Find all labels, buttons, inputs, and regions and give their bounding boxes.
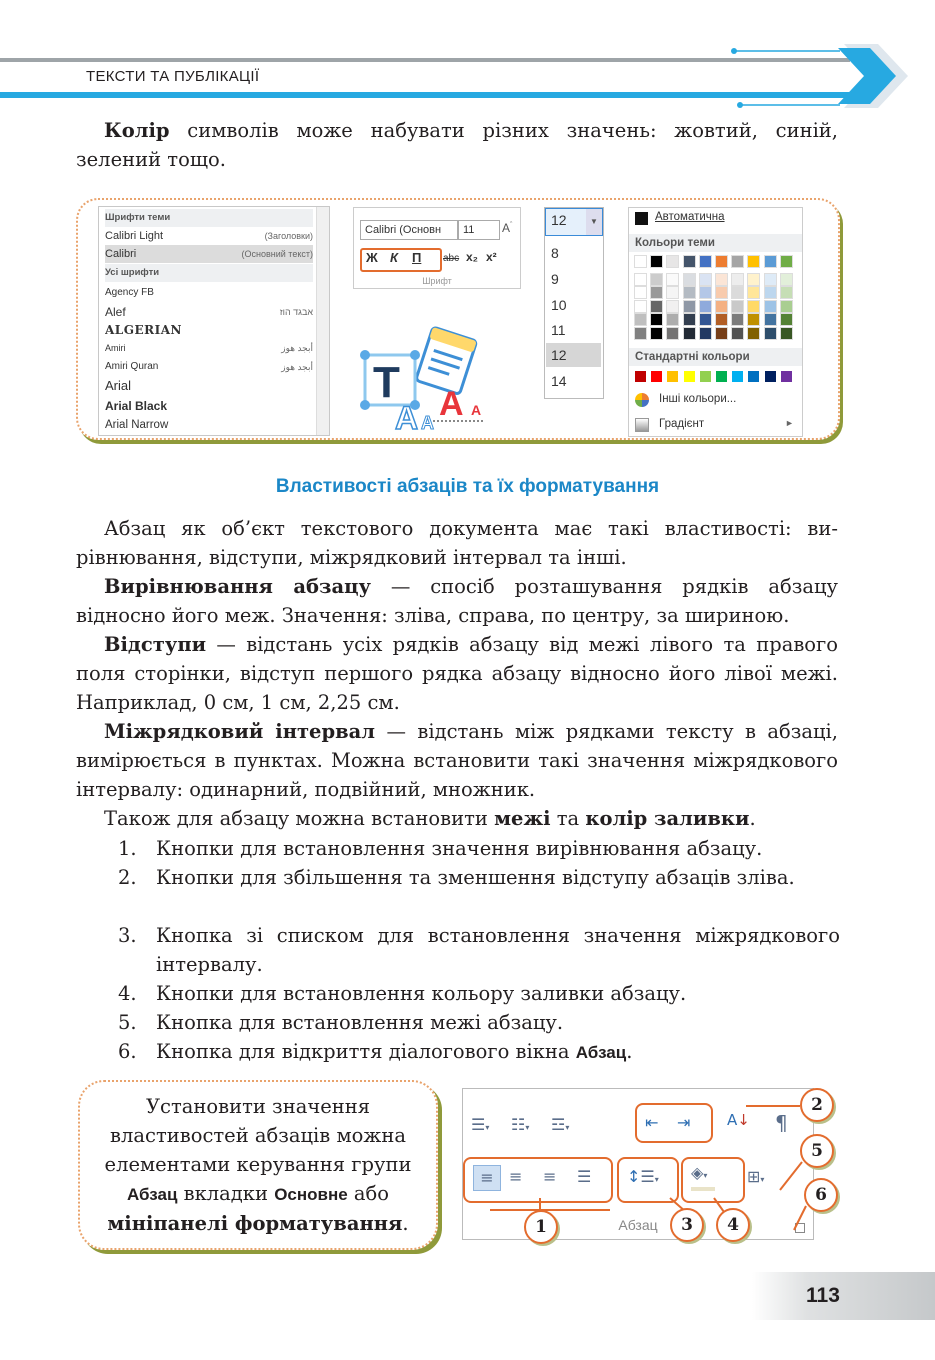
color-swatch[interactable] <box>635 301 646 312</box>
color-swatch[interactable] <box>781 256 792 267</box>
paragraph-5: Також для абзацу можна встановити межі та колір заливки. <box>104 807 756 830</box>
decrease-indent-button[interactable]: ⇤ <box>645 1113 659 1132</box>
svg-text:A: A <box>421 413 434 433</box>
color-swatch[interactable] <box>748 314 759 325</box>
color-swatch[interactable] <box>684 274 695 285</box>
color-swatch[interactable] <box>700 371 711 382</box>
color-swatch[interactable] <box>765 328 776 339</box>
color-swatch[interactable] <box>765 256 776 267</box>
color-swatch[interactable] <box>667 314 678 325</box>
color-swatch[interactable] <box>732 287 743 298</box>
color-swatch[interactable] <box>781 371 792 382</box>
color-swatch[interactable] <box>732 314 743 325</box>
page-number-bar <box>752 1272 935 1320</box>
standard-colors-heading: Стандартні кольори <box>629 348 802 366</box>
list-item[interactable]: ALGERIAN <box>105 323 183 337</box>
italic-button[interactable]: К <box>390 250 398 265</box>
section-heading: Властивості абзаців та їх форматування <box>275 476 660 497</box>
color-swatch[interactable] <box>700 287 711 298</box>
list-item[interactable]: Amiri أبجد هوز <box>105 343 313 353</box>
sort-button[interactable]: A↓ <box>727 1111 750 1129</box>
list-item[interactable]: Agency FB <box>105 287 154 298</box>
callout-badge-4: 4 <box>716 1208 750 1242</box>
list-item[interactable]: 11 <box>551 322 566 338</box>
header-chevron-icon <box>838 42 910 114</box>
more-colors-option[interactable]: Інші кольори... <box>659 393 737 405</box>
color-swatch[interactable] <box>748 301 759 312</box>
grow-font-icon[interactable]: $A^ˆ$ <box>502 221 513 235</box>
intro-bold: Колір <box>104 119 170 142</box>
list-item: 6. Кнопка для відкриття діалогового вікна Абзац. <box>118 1040 633 1063</box>
superscript-button[interactable]: x² <box>486 250 497 264</box>
paragraph-1: Абзац як об’єкт текстового документа має такі властивості: вирівнювання, відступи, міжрядковий інтервал та інші. <box>76 517 838 569</box>
font-list[interactable] <box>98 206 330 436</box>
auto-color-swatch[interactable] <box>635 212 648 225</box>
chevron-down-icon[interactable]: ▼ <box>586 209 602 235</box>
list-item[interactable]: Alef אבגד הוז <box>105 305 313 319</box>
color-swatch[interactable] <box>651 256 662 267</box>
color-swatch[interactable] <box>667 256 678 267</box>
page-number: 113 <box>806 1284 840 1307</box>
color-swatch[interactable] <box>716 301 727 312</box>
color-swatch[interactable] <box>635 274 646 285</box>
color-swatch[interactable] <box>748 371 759 382</box>
list-item: 2. Кнопки для збільшення та зменшення відступу абзаців зліва. <box>118 866 795 889</box>
callout-badge-6: 6 <box>804 1178 838 1212</box>
borders-button[interactable]: ⊞▾ <box>747 1167 765 1186</box>
color-swatch[interactable] <box>667 328 678 339</box>
font-name-combo[interactable]: Calibri (Основн <box>360 220 458 240</box>
color-swatch[interactable] <box>748 256 759 267</box>
line-spacing-button[interactable]: ↕☰▾ <box>627 1167 659 1186</box>
chevron-right-icon: ► <box>785 418 794 428</box>
color-swatch[interactable] <box>748 328 759 339</box>
increase-indent-button[interactable]: ⇥ <box>677 1113 691 1132</box>
color-swatch[interactable] <box>732 274 743 285</box>
subscript-button[interactable]: x₂ <box>466 250 479 264</box>
tip-callout <box>78 1080 438 1250</box>
color-swatch[interactable] <box>716 328 727 339</box>
color-swatch[interactable] <box>716 256 727 267</box>
gradient-option[interactable]: Градієнт <box>659 418 705 430</box>
list-item[interactable]: Calibri (Основний текст) <box>105 245 313 263</box>
font-size-list[interactable] <box>544 207 604 399</box>
color-swatch[interactable] <box>700 314 711 325</box>
color-swatch[interactable] <box>700 274 711 285</box>
color-swatch[interactable] <box>684 287 695 298</box>
align-right-button[interactable]: ≡ <box>543 1167 557 1186</box>
list-item[interactable]: Arial <box>105 378 132 393</box>
list-item[interactable]: Arial Black <box>105 399 168 413</box>
list-item[interactable]: 14 <box>551 373 567 389</box>
strikethrough-button[interactable]: abc <box>443 253 460 264</box>
callout-badge-3: 3 <box>670 1208 704 1242</box>
color-swatch[interactable] <box>651 328 662 339</box>
intro-text: символів може набувати різних значень: жовтий, синій, зелений тощо. <box>76 119 838 171</box>
tip-text: Установити значення властивостей абзаців можна елементами керування групи Абзац вкладки Основне або мініпанелі форматування. <box>104 1095 412 1235</box>
paragraph-4: Міжрядковий інтервал — відстань між рядками тексту в абзаці, вимірюється в пунктах. Можна встановити такі значення міжрядкового інтервалу: одинарний, подвійний, множник. <box>76 720 838 801</box>
color-swatch[interactable] <box>651 371 662 382</box>
color-wheel-icon <box>635 393 649 410</box>
list-item: 5. Кнопка для встановлення межі абзацу. <box>118 1011 564 1034</box>
callout-badge-5: 5 <box>800 1134 834 1168</box>
color-swatch[interactable] <box>667 301 678 312</box>
list-item: 4. Кнопки для встановлення кольору заливки абзацу. <box>118 982 687 1005</box>
header-rule-bottom <box>0 92 850 98</box>
svg-text:A: A <box>471 402 482 418</box>
font-group-label: Шрифт <box>422 276 452 286</box>
text-formatting-icon <box>355 323 505 437</box>
color-swatch[interactable] <box>700 301 711 312</box>
theme-colors-heading: Кольори теми <box>629 234 802 252</box>
color-swatch[interactable] <box>635 314 646 325</box>
body-text <box>76 514 838 833</box>
color-swatch[interactable] <box>781 274 792 285</box>
color-swatch[interactable] <box>781 301 792 312</box>
color-picker-panel <box>628 207 803 437</box>
color-swatch[interactable] <box>700 256 711 267</box>
svg-text:T: T <box>373 358 400 407</box>
paragraph-3: Відступи — відстань усіх рядків абзацу від межі лівого та правого поля сторінки, відступ першого рядка абзацу відносно його лівої межі. Наприклад, 0 см, 1 см, 2,25 см. <box>76 633 838 714</box>
color-swatch[interactable] <box>716 314 727 325</box>
gradient-icon <box>635 418 649 432</box>
color-swatch[interactable] <box>781 287 792 298</box>
list-item[interactable]: 10 <box>551 297 567 313</box>
svg-text:A: A <box>439 385 464 423</box>
underline-button[interactable]: П <box>412 250 422 265</box>
color-swatch[interactable] <box>635 371 646 382</box>
justify-button[interactable]: ☰ <box>577 1167 592 1186</box>
list-item: Усі шрифти <box>105 264 313 282</box>
section-title: ТЕКСТИ ТА ПУБЛІКАЦІЇ <box>86 68 260 85</box>
callout-badge-2: 2 <box>800 1088 834 1122</box>
intro-paragraph <box>76 116 838 174</box>
font-list-scrollbar[interactable] <box>316 207 329 435</box>
color-swatch[interactable] <box>748 287 759 298</box>
color-swatch[interactable] <box>651 314 662 325</box>
color-swatch[interactable] <box>781 314 792 325</box>
color-swatch[interactable] <box>700 328 711 339</box>
color-swatch[interactable] <box>732 301 743 312</box>
list-item[interactable]: 12 <box>551 347 567 363</box>
color-swatch[interactable] <box>667 287 678 298</box>
auto-color-option[interactable]: Автоматична <box>655 211 725 223</box>
svg-text:A: A <box>395 400 419 433</box>
header-rule-top <box>0 58 850 62</box>
list-item[interactable]: Calibri Light (Заголовки) <box>105 230 313 242</box>
color-swatch[interactable] <box>732 371 743 382</box>
list-item[interactable]: Amiri Quran أبجد هوز <box>105 361 313 372</box>
color-swatch[interactable] <box>748 274 759 285</box>
align-left-button[interactable]: ≡ <box>473 1165 501 1191</box>
color-swatch[interactable] <box>684 256 695 267</box>
color-swatch[interactable] <box>651 287 662 298</box>
color-swatch[interactable] <box>716 287 727 298</box>
color-swatch[interactable] <box>765 287 776 298</box>
color-swatch[interactable] <box>765 371 776 382</box>
list-item: 1. Кнопки для встановлення значення вирівнювання абзацу. <box>118 837 763 860</box>
color-swatch[interactable] <box>732 256 743 267</box>
numbering-button[interactable]: ☷▾ <box>511 1115 530 1134</box>
color-swatch[interactable] <box>684 328 695 339</box>
callout-badge-1: 1 <box>524 1210 558 1244</box>
show-marks-button[interactable]: ¶ <box>775 1111 788 1135</box>
shading-button[interactable]: ◈▾ <box>691 1163 708 1182</box>
list-item[interactable]: 8 <box>551 245 559 261</box>
color-swatch[interactable] <box>716 371 727 382</box>
paragraph-2: Вирівнювання абзацу — спосіб розташування рядків абзацу відносно його меж. Значення: зліва, справа, по центру, за шириною. <box>76 575 839 627</box>
color-swatch[interactable] <box>635 287 646 298</box>
color-swatch[interactable] <box>635 256 646 267</box>
color-swatch[interactable] <box>635 328 646 339</box>
color-swatch[interactable] <box>651 274 662 285</box>
list-item: 3. Кнопка зі списком для встановлення значення міжрядкового інтервалу. <box>118 924 840 976</box>
color-swatch[interactable] <box>684 301 695 312</box>
list-item: Шрифти теми <box>105 209 313 227</box>
color-swatch[interactable] <box>667 371 678 382</box>
color-swatch[interactable] <box>765 274 776 285</box>
font-size-field[interactable]: 12 ▼ <box>545 208 603 236</box>
color-swatch[interactable] <box>667 274 678 285</box>
font-group <box>353 207 521 289</box>
color-swatch[interactable] <box>732 328 743 339</box>
bullets-button[interactable]: ☰▾ <box>471 1115 490 1134</box>
font-size-combo[interactable]: 11 <box>458 220 500 240</box>
color-swatch[interactable] <box>716 274 727 285</box>
color-swatch[interactable] <box>684 371 695 382</box>
align-center-button[interactable]: ≡ <box>509 1167 523 1186</box>
color-swatch[interactable] <box>781 328 792 339</box>
multilevel-list-button[interactable]: ☲▾ <box>551 1115 570 1134</box>
color-swatch[interactable] <box>651 301 662 312</box>
color-swatch[interactable] <box>684 314 695 325</box>
color-swatch[interactable] <box>765 314 776 325</box>
bold-button[interactable]: Ж <box>366 250 378 265</box>
list-item[interactable]: 9 <box>551 271 559 287</box>
color-swatch[interactable] <box>765 301 776 312</box>
ribbon-group-label: Абзац <box>618 1217 658 1233</box>
list-item[interactable]: Arial Narrow <box>105 419 169 431</box>
